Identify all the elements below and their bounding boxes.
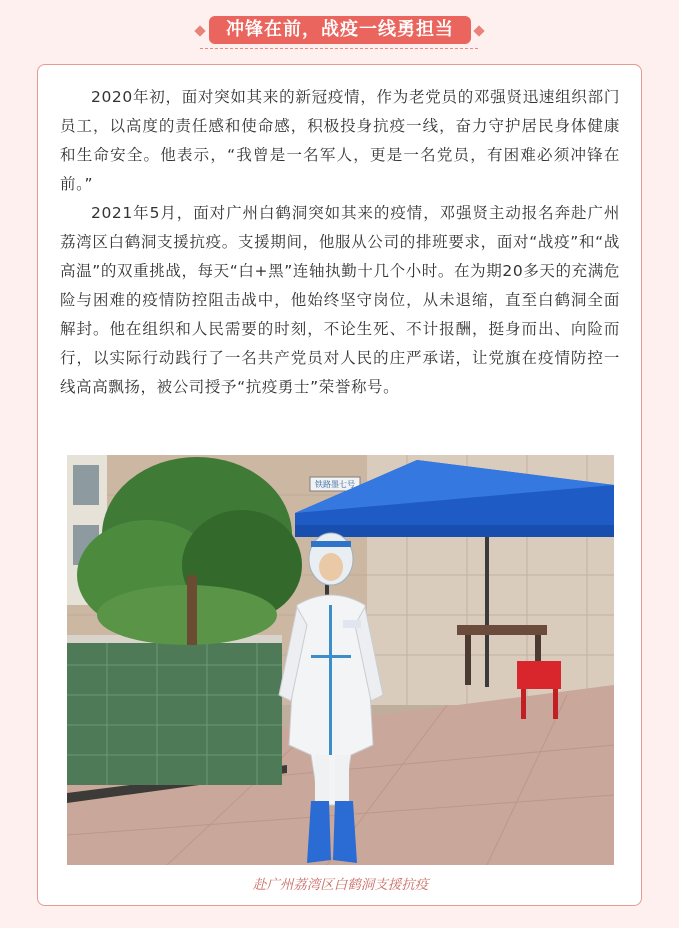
section-header (0, 14, 679, 54)
article-paragraph-1: 2020年初，面对突如其来的新冠疫情，作为老党员的邓强贤迅速组织部门员工，以高度的责任感和使命感，积极投身抗疫一线，奋力守护居民身体健康和生命安全。他表示，“我曾是一名军人，更是一名党员，有困难必须冲锋在前。” (60, 88, 620, 193)
photo-caption: 赴广州荔湾区白鹤洞支援抗疫 (252, 877, 429, 893)
article-body (60, 83, 620, 402)
article-card (37, 64, 642, 906)
diamond-left-icon (194, 25, 205, 36)
title-dashed-divider (200, 48, 478, 49)
section-title: 冲锋在前，战疫一线勇担当 (209, 16, 471, 44)
article-photo (67, 455, 614, 865)
wall-sign-text: 铁路墨七号 (315, 480, 355, 489)
photo-illustration (67, 455, 614, 865)
diamond-right-icon (473, 25, 484, 36)
article-paragraph-2: 2021年5月，面对广州白鹤洞突如其来的疫情，邓强贤主动报名奔赴广州荔湾区白鹤洞支援抗疫。支援期间，他服从公司的排班要求，面对“战疫”和“战高温”的双重挑战，每天“白+黑”连轴执勤十几个小时。在为期20多天的充满危险与困难的疫情防控阻击战中，他始终坚守岗位，从未退缩，直至白鹤洞全面解封。他在组织和人民需要的时刻，不论生死、不计报酬，挺身而出、向险而行，以实际行动践行了一名共产党员对人民的庄严承诺，让党旗在疫情防控一线高高飘扬，被公司授予“抗疫勇士”荣誉称号。 (60, 204, 620, 396)
